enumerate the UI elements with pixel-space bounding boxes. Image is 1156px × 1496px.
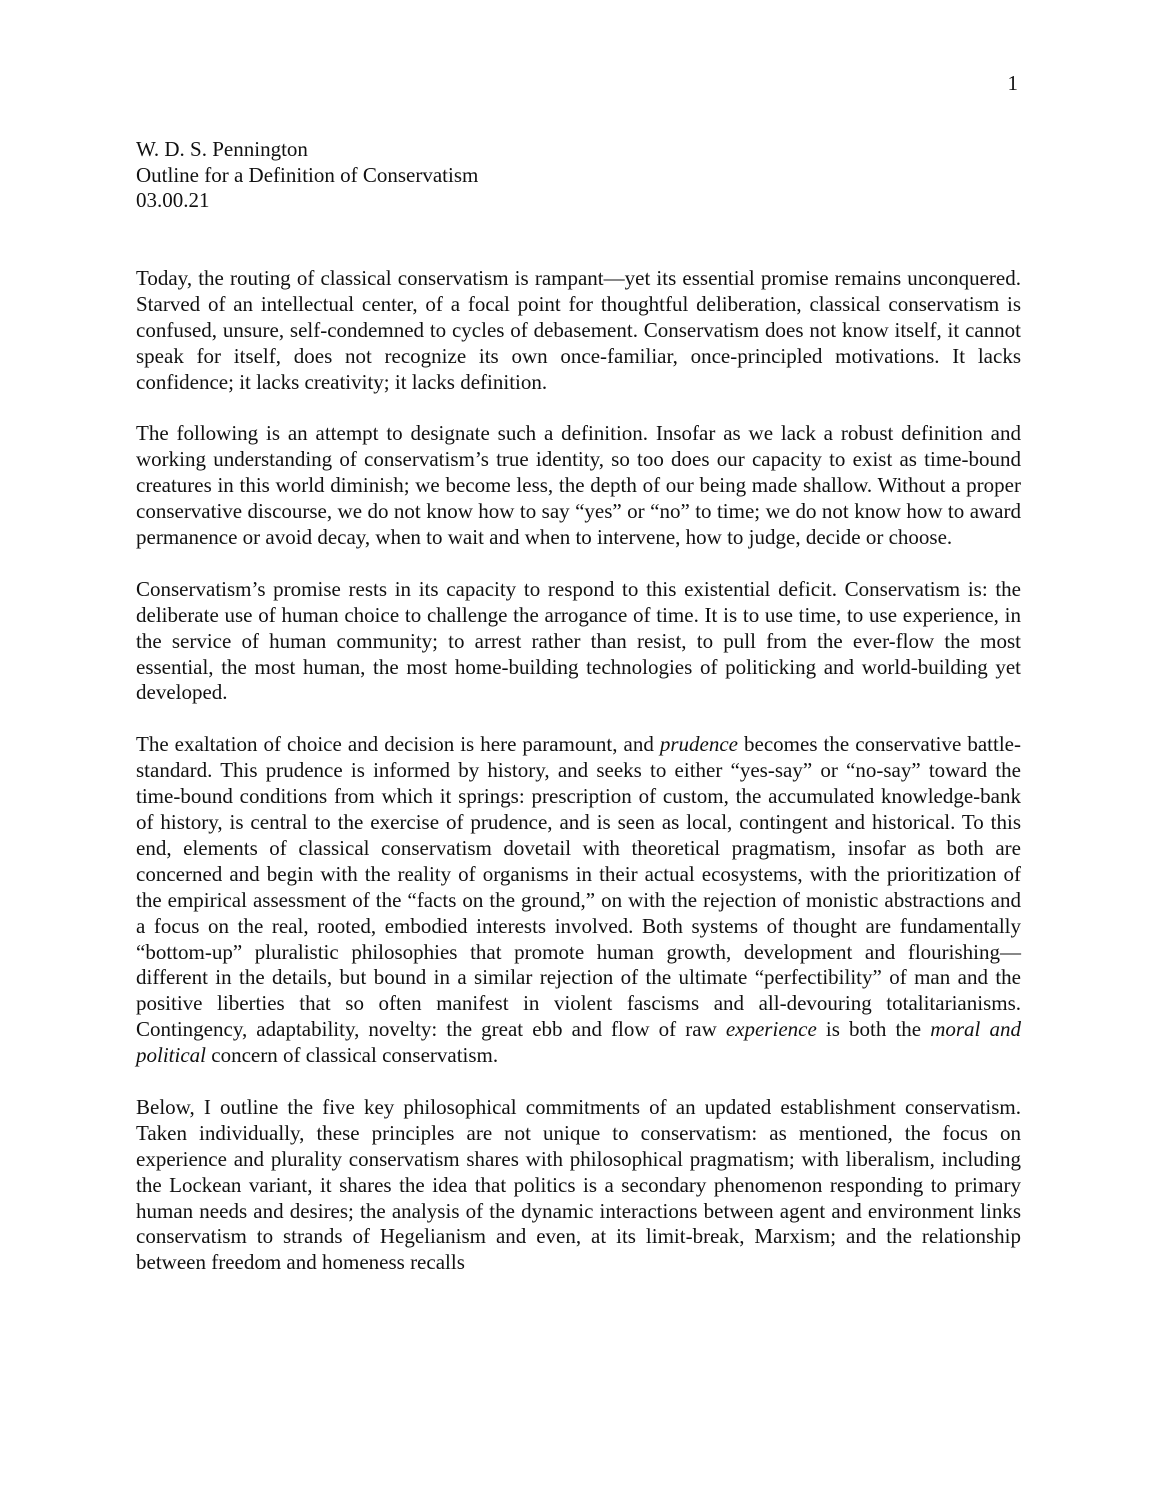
paragraph-4-italic-experience: experience <box>725 1017 817 1042</box>
author-name: W. D. S. Pennington <box>136 137 308 161</box>
paragraph-4-text-a: The exaltation of choice and decision is here paramount, and <box>136 732 660 757</box>
document-body <box>136 266 1021 1276</box>
paragraph-4-italic-prudence: prudence <box>659 732 738 757</box>
paragraph-3: Conservatism’s promise rests in its capacity to respond to this existential deficit. Conservatism is: the deliberate use of human choice to challenge the arrogance of time. It is to use time, to use experience, in the service of human community; to arrest rather than resist, to pull from the ever-flow the most essential, the most human, the most home-building technologies of politicking and world-building yet developed. <box>136 576 1021 705</box>
paragraph-4-italic-moral-political: moral and political <box>136 1017 1021 1068</box>
paragraph-4-text-c: becomes the conservative battle-standard. This prudence is informed by history, and seeks to either “yes-say” or “no-say” toward the time-bound conditions from which it springs: prescription of custom, the accumulated knowledge-bank of history, is central to the exercise of prudence, and is seen as local, contingent and historical. To this end, elements of classical conservatism dovetail with theoretical pragmatism, insofar as both are concerned and begin with the reality of organisms in their actual ecosystems, with the prioritization of the empirical assessment of the “facts on the ground,” on with the rejection of monistic abstractions and a focus on the real, rooted, embodied interests involved. Both systems of thought are fundamentally “bottom-up” pluralistic philosophies that promote human growth, development and flourishing—different in the details, but bound in a similar rejection of the ultimate “perfectibility” of man and the positive liberties that so often manifest in violent fascisms and all-devouring totalitarianisms. Contingency, adaptability, novelty: the great ebb and flow of raw <box>136 732 1021 1042</box>
document-title: Outline for a Definition of Conservatism <box>136 162 479 187</box>
paragraph-2: The following is an attempt to designate such a definition. Insofar as we lack a robust definition and working understanding of conservatism’s true identity, so too does our capacity to exist as time-bound creatures in this world diminish; we become less, the depth of our being made shallow. Without a proper conservative discourse, we do not know how to say “yes” or “no” to time; we do not know how to award permanence or avoid decay, when to wait and when to intervene, how to judge, decide or choose. <box>136 421 1021 550</box>
paragraph-4-text-e: is both the <box>816 1017 931 1042</box>
paragraph-4 <box>136 732 1021 1069</box>
paragraph-4-text-g: concern of classical conservatism. <box>206 1043 499 1068</box>
document-date: 03.00.21 <box>136 188 210 212</box>
document-header <box>136 137 1021 214</box>
page-number: 1 <box>1007 71 1018 95</box>
paragraph-1: Today, the routing of classical conservatism is rampant—yet its essential promise remains unconquered. Starved of an intellectual center, of a focal point for thoughtful deliberation, classical conservatism is confused, unsure, self-condemned to cycles of debasement. Conservatism does not know itself, it cannot speak for itself, does not recognize its own once-familiar, once-principled motivations. It lacks confidence; it lacks creativity; it lacks definition. <box>136 266 1021 394</box>
paragraph-5: Below, I outline the five key philosophical commitments of an updated establishment conservatism. Taken individually, these principles are not unique to conservatism: as mentioned, the focus on experience and plurality conservatism shares with philosophical pragmatism; with liberalism, including the Lockean variant, it shares the idea that politics is a secondary phenomenon responding to primary human needs and desires; the analysis of the dynamic interactions between agent and environment links conservatism to strands of Hegelianism and even, at its limit-break, Marxism; and the relationship between freedom and homeness recalls <box>136 1094 1021 1275</box>
